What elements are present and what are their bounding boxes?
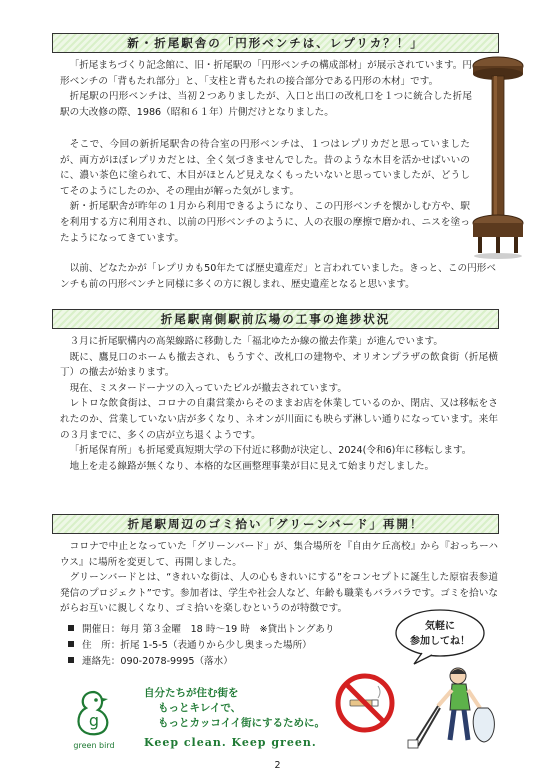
section-heading-bench: 新・折尾駅舎の「円形ベンチは、レプリカ？！」 (52, 33, 499, 53)
paragraph: 既に、鷹見口のホームも撤去され、もうすぐ、改札口の建物や、オリオンプラザの飲食街（折尾横丁）の撤去が始まります。 (60, 351, 498, 379)
bullet-icon (68, 641, 74, 647)
paragraph: グリーンバードとは、“きれいな街は、人の心もきれいにする”をコンセプトに誕生した原宿表参道発信のプロジェクト”です。参加者は、学生や社会人など、年齢も職業もバラバラです。ゴミを拾いながらお互いに親しくなり、ゴミ拾いを楽しむというのが特徴です。 (60, 572, 498, 615)
paragraph: 折尾駅の円形ベンチは、当初２つありましたが、入口と出口の改札口を１つに統合した折尾駅の大改修の際、1986（昭和６１年）片側だけとなりました。 (60, 91, 472, 118)
slogan-line: もっとキレイで、 (158, 702, 242, 714)
logo-text: green bird (73, 741, 115, 750)
paragraph: 「折尾保育所」も折尾愛真短期大学の下付近に移動が決定し、2024(令和6)年に移転します。 (69, 445, 472, 457)
paragraph: 以前、どなたかが「レプリカも50年たてば歴史遺産だ」と言われていました。きっと、この円形ベンチも前の円形ベンチと同様に多くの方に親しまれ、歴史遺産となると思います。 (60, 263, 496, 290)
no-littering-icon (334, 672, 396, 734)
paragraph: そこで、今回の新折尾駅舎の待合室の円形ベンチは、１つはレプリカだと思っていましたが、両方がほぼレプリカだとは、全く気づきませんでした。昔のような木目を活かせばいいのに、濃い茶色に塗られて、木目がほとんど見えなくもったいないと思っていましたが、どうしてそのようにしたのか、その理由が解った気がします。 (60, 139, 470, 197)
event-info-list (68, 622, 334, 670)
list-item: 住 所：折尾 1-5-5（表通りから少し奥まった場所） (68, 638, 334, 654)
logo-letter: g (88, 711, 100, 730)
paragraph: コロナで中止となっていた「グリーンバード」が、集合場所を『自由ケ丘高校』から『おっちーハウス』に場所を変更して、再開しました。 (60, 541, 498, 568)
paragraph: 新・折尾駅舎が昨年の１月から利用できるようになり、この円形ベンチを懐かしむ方や、駅を利用する方に利用され、以前の円形ベンチのように、人の衣服の摩擦で磨かれ、ニスを塗ったようになってきています。 (60, 201, 470, 244)
bubble-line-2: 参加してね！ (410, 636, 470, 647)
page-number: 2 (274, 760, 281, 771)
speech-bubble (392, 606, 492, 666)
slogan-english: Keep clean. Keep green. (144, 736, 317, 749)
paragraph: 「折尾まちづくり記念館に、旧・折尾駅の「円形ベンチの構成部材」が展示されています。円形ベンチの「背もたれ部分」と、「支柱と背もたれの接合部分である円形の木材」です。 (60, 60, 472, 87)
section-heading-greenbird: 折尾駅周辺のゴミ拾い「グリーンバード」再開！ (52, 514, 499, 534)
section-body-construction (60, 334, 498, 474)
paragraph: ３月に折尾駅構内の高架線路に移動した「福北ゆたか線の撤去作業」が進んでいます。 (69, 336, 443, 347)
green-bird-logo (58, 686, 130, 752)
volunteer-illustration (400, 664, 500, 752)
list-item: 連絡先：090-2078-9995（落水） (68, 654, 334, 670)
paragraph: レトロな飲食街は、コロナの自粛営業からそのままお店を休業しているのか、閉店、又は移転をされたのか、営業していない店が多くなり、ネオンが川面にも映らず淋しい通りになっています。来年の３月までに、多くの店が立ち退くようです。 (60, 398, 498, 441)
round-bench-photo (472, 48, 524, 260)
section-body-bench-mid (60, 137, 470, 246)
section-body-bench-top (60, 58, 472, 120)
paragraph: 現在、ミスタードーナツの入っていたビルが撤去されています。 (69, 382, 347, 394)
section-heading-construction: 折尾駅南側駅前広場の工事の進捗状況 (52, 309, 499, 329)
slogan-line: 自分たちが住む街を (144, 687, 239, 699)
green-bird-slogan (144, 686, 325, 750)
paragraph: 地上を走る線路が無くなり、本格的な区画整理事業が目に見えて始まりだしました。 (69, 460, 435, 472)
slogan-line: もっとカッコイイ街にするために。 (158, 717, 326, 729)
bullet-icon (68, 657, 74, 663)
bullet-icon (68, 625, 74, 631)
section-body-bench-end (60, 261, 496, 292)
list-item: 開催日：毎月 第３金曜 18 時〜19 時 ※貸出トングあり (68, 622, 334, 638)
bubble-line-1: 気軽に (425, 621, 455, 632)
